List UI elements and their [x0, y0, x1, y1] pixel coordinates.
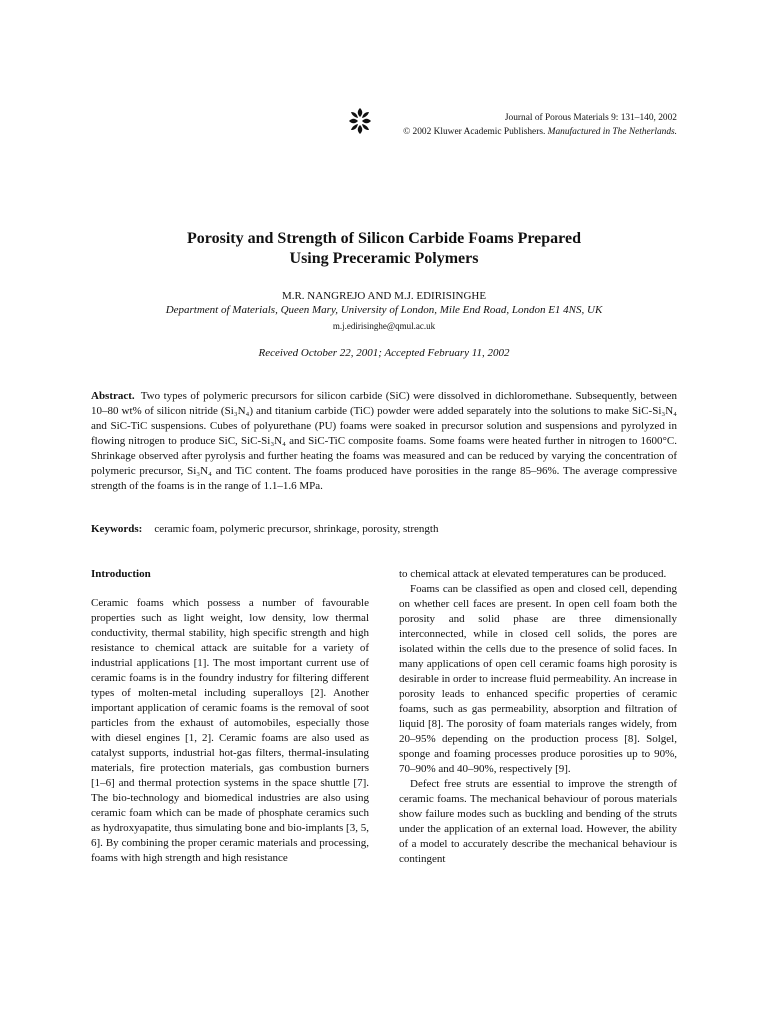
journal-header	[403, 111, 677, 139]
intro-paragraph-3: Defect free struts are essential to improve the strength of ceramic foams. The mechanical behaviour of porous materials show failure modes such as buckling and bending of the struts under the application of an external load. However, the ability of a model to accurately describe the mechanical behaviour is contingent	[399, 778, 677, 865]
keywords-text: ceramic foam, polymeric precursor, shrinkage, porosity, strength	[154, 523, 439, 535]
author-email: m.j.edirisinghe@qmul.ac.uk	[332, 321, 436, 331]
copyright-italic: Manufactured in The Netherlands.	[547, 127, 677, 137]
title-line-1: Porosity and Strength of Silicon Carbide Foams Prepared	[187, 230, 581, 247]
intro-paragraph-1-continued: to chemical attack at elevated temperatures can be produced.	[399, 568, 667, 580]
journal-citation: Journal of Porous Materials 9: 131–140, 2002	[504, 113, 677, 123]
right-column	[399, 567, 677, 867]
abstract	[91, 389, 677, 494]
title-line-2: Using Preceramic Polymers	[289, 250, 479, 267]
affiliation: Department of Materials, Queen Mary, University of London, Mile End Road, London E1 4NS, UK	[165, 304, 603, 316]
intro-paragraph-2: Foams can be classified as open and closed cell, depending on whether cell faces are present. In open cell foam both the porosity and solid phase are three dimensionally interconnected, while in closed cell solids, the pores are isolated within the cells due to the presence of solid faces. In many applications of open cell ceramic foams high porosity is desirable in order to increase fluid permeability. An increase in porosity leads to enhanced specific properties of ceramic foams, such as gas permeability, absorption and filtration of liquid [8]. The porosity of foam materials ranges widely, from 20–95% depending on the production process [8]. Solgel, sponge and foaming processes produce porosities up to 90%, 70–90% and 40–90%, respectively [9].	[399, 583, 677, 775]
intro-paragraph-1: Ceramic foams which possess a number of favourable properties such as light weight, low density, low thermal conductivity, thermal stability, high specific strength and high resistance to chemical attack are suitable for a variety of industrial applications [1]. The most important current use of ceramic foams is in the foundry industry for filtering different types of molten-metal including superalloys [2]. Another important application of ceramic foams is the removal of soot particles from the exhaust of automobiles, especially those with diesel engines [1, 2]. Ceramic foams are also used as catalyst supports, industrial hot-gas filters, thermal-insulating materials, fire protection materials, gas combustion burners [1–6] and thermal protection systems in the space shuttle [7]. The bio-technology and biomedical industries are also using ceramic foam which can be made of phosphate ceramics such as hydroxyapatite, thus simulating bone and bio-implants [3, 5, 6]. By combining the proper ceramic materials and processing, foams with high strength and high resistance	[91, 597, 369, 864]
paper-title	[0, 229, 768, 269]
abstract-label: Abstract.	[91, 390, 135, 402]
section-heading-introduction: Introduction	[91, 568, 151, 580]
publisher-logo-icon	[348, 107, 372, 135]
copyright-line	[403, 125, 677, 139]
abstract-text: Two types of polymeric precursors for silicon carbide (SiC) were dissolved in dichloromethane. Subsequently, between 10–80 wt% of silicon nitride (Si₃N₄) and titanium carbide (TiC) powder were added separately into the solutions to make SiC-Si₃N₄ and SiC-TiC suspensions. Cubes of polyurethane (PU) foams were soaked in precursor solution and suspensions and pyrolyzed in flowing nitrogen to produce SiC, SiC-Si₃N₄ and SiC-TiC composite foams. Some foams were heated further in nitrogen to 1600°C. Shrinkage observed after pyrolysis and further heating the foams was measured and can be reduced by varying the concentration of polymeric precursor, Si₃N₄ and TiC content. The foams produced have porosities in the range 85–96%. The average compressive strength of the foams is in the range of 1.1–1.6 MPa.	[91, 390, 677, 492]
left-column	[91, 567, 369, 866]
copyright-text: © 2002 Kluwer Academic Publishers.	[403, 127, 548, 137]
keywords	[91, 522, 677, 537]
received-dates: Received October 22, 2001; Accepted February 11, 2002	[258, 347, 510, 359]
keywords-label: Keywords:	[91, 523, 143, 535]
authors: M.R. NANGREJO AND M.J. EDIRISINGHE	[281, 290, 487, 302]
